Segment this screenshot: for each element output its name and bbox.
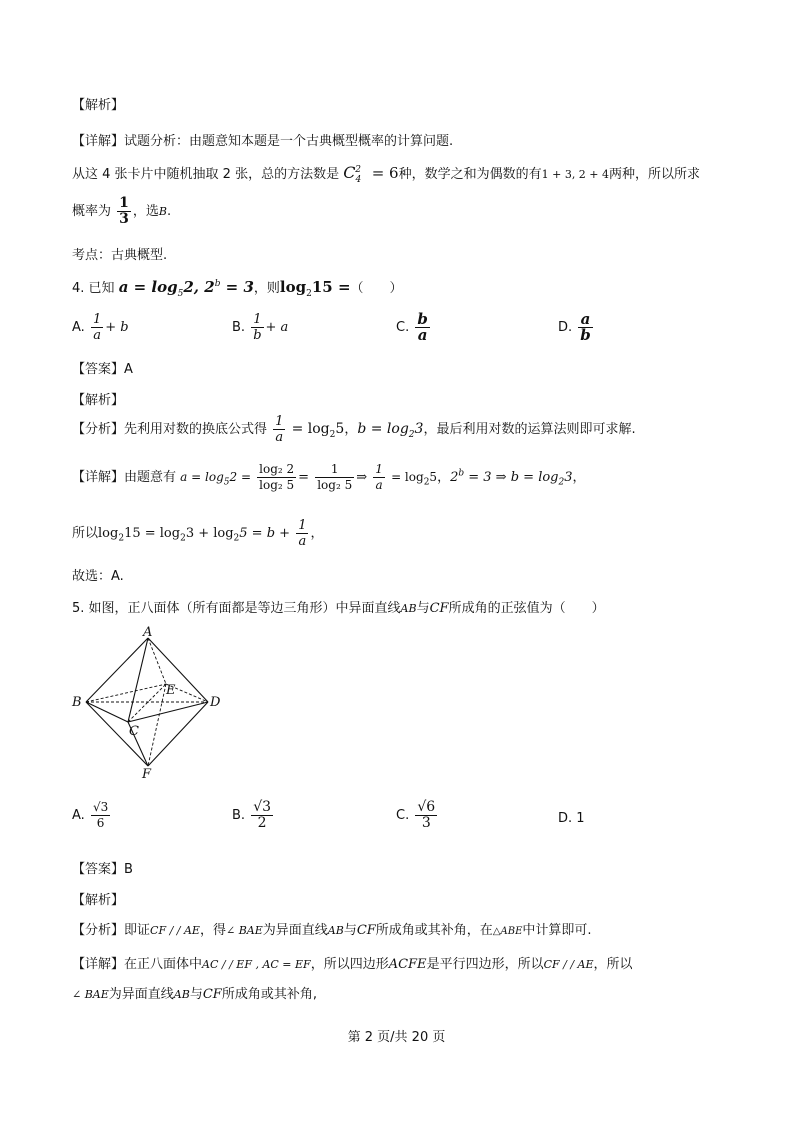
q4-method: 【分析】先利用对数的换底公式得 $\frac{1}{a}$ = $\log_25$，$b = \log_23$，最后利用对数的运算法则即可求解.: [72, 414, 636, 445]
q5-answer: 【答案】B: [72, 862, 133, 877]
label-f: F: [142, 767, 152, 780]
label-e: E: [166, 683, 176, 698]
q4-option-a: A. $\frac{1}{a}$ + b: [72, 312, 129, 343]
q3-combination: $C_4^2$: [343, 163, 362, 186]
q4-stem-text-2: ，则: [253, 281, 280, 296]
detail-tag: 【详解】: [72, 134, 125, 149]
edge-ac: [128, 638, 148, 722]
label-d: D: [210, 695, 221, 710]
q4-stem: [72, 277, 403, 299]
q3-period: .: [167, 204, 172, 219]
q3-count-text: 从这 4 张卡片中随机抽取 2 张，总的方法数是: [72, 167, 340, 182]
q3-prob-text: 概率为: [72, 204, 112, 219]
label-a: A: [143, 625, 153, 640]
edge-be: [86, 684, 166, 702]
edge-ab: [86, 638, 148, 702]
q5-stem: 5. 如图，正八面体（所有面都是等边三角形）中异面直线AB与CF所成角的正弦值为（ ）: [72, 601, 605, 616]
q3-choice: B: [158, 205, 168, 218]
q4-given: $a = \log_52$, $2^b = 3$: [118, 278, 254, 299]
q3-detail-line: [72, 130, 453, 149]
q3-count-text-3: 两种，所以所求: [609, 167, 701, 182]
label-b: B: [72, 695, 82, 710]
q4-option-b: B. $\frac{1}{b}$ + a: [232, 312, 289, 343]
q4-target: $\log_215$ =: [279, 278, 351, 299]
q3-even-pairs: 1 + 3, 2 + 4: [541, 168, 610, 181]
q4-so: 所以$\log_215 = \log_23 + \log_25 = b$ + $\frac{1}{a}$ ，: [72, 518, 324, 549]
q5-analysis-tag: 【解析】: [72, 893, 125, 908]
q4-option-c: C. $\frac{b}{a}$: [396, 310, 428, 344]
q3-count-line: [72, 163, 700, 185]
q4-answer: 【答案】A: [72, 362, 133, 377]
q3-prob-line: [72, 196, 171, 227]
q5-option-d: D. 1: [558, 811, 585, 826]
label-c: C: [129, 724, 139, 739]
page-footer: 第 2 页/共 20 页: [347, 1030, 446, 1045]
edge-bc: [86, 702, 128, 722]
diag-ce: [128, 684, 166, 722]
q5-option-c: C. $\frac{√6}{3}$: [396, 799, 436, 831]
analysis-tag: 【解析】: [72, 98, 125, 113]
q3-count-text-2: 种，数学之和为偶数的有: [398, 167, 542, 182]
octahedron-figure: [70, 624, 230, 780]
q3-combination-value: = 6: [366, 164, 399, 182]
q5-detail-cont: ∠ BAE为异面直线AB与CF所成角或其补角,: [72, 987, 317, 1002]
q4-stem-text: 4. 已知: [72, 281, 115, 296]
q4-option-d: D. $\frac{a}{b}$: [558, 310, 591, 344]
edge-cd: [128, 702, 208, 722]
q4-analysis-tag: 【解析】: [72, 393, 125, 408]
q3-topic: 考点：古典概型.: [72, 248, 168, 263]
q5-option-b: B. $\frac{√3}{2}$: [232, 799, 272, 831]
q3-detail-text: 试题分析：由题意知本题是一个古典概型概率的计算问题.: [124, 134, 454, 149]
edge-ef: [148, 684, 166, 766]
q3-choose-text: ，选: [132, 204, 159, 219]
q4-choose: 故选：A.: [72, 569, 124, 584]
edge-df: [148, 702, 208, 766]
q4-detail: 【详解】由题意有 $a = \log_52$ = $\frac{\text{log₂ 2}}{\text{log₂ 5}}$ = $\frac{1}{\text{log₂ 5}}$ ⇒ $\frac{1}{a}$ = $\log_25$，$2^b = 3$ ⇒ $b = \log_23$，: [72, 462, 586, 492]
q4-paren: （ ）: [350, 281, 403, 296]
edge-ae: [148, 638, 166, 684]
q5-option-a: A. $\frac{√3}{6}$: [72, 800, 109, 830]
q5-detail: 【详解】在正八面体中AC / / EF , AC = EF，所以四边形ACFE是平行四边形，所以CF / / AE，所以: [72, 957, 633, 972]
q5-method: 【分析】即证CF / / AE，得∠ BAE为异面直线AB与CF所成角或其补角，在△ABE中计算即可.: [72, 923, 592, 938]
q3-prob-fraction: $\frac{1}{3}$: [119, 195, 129, 227]
